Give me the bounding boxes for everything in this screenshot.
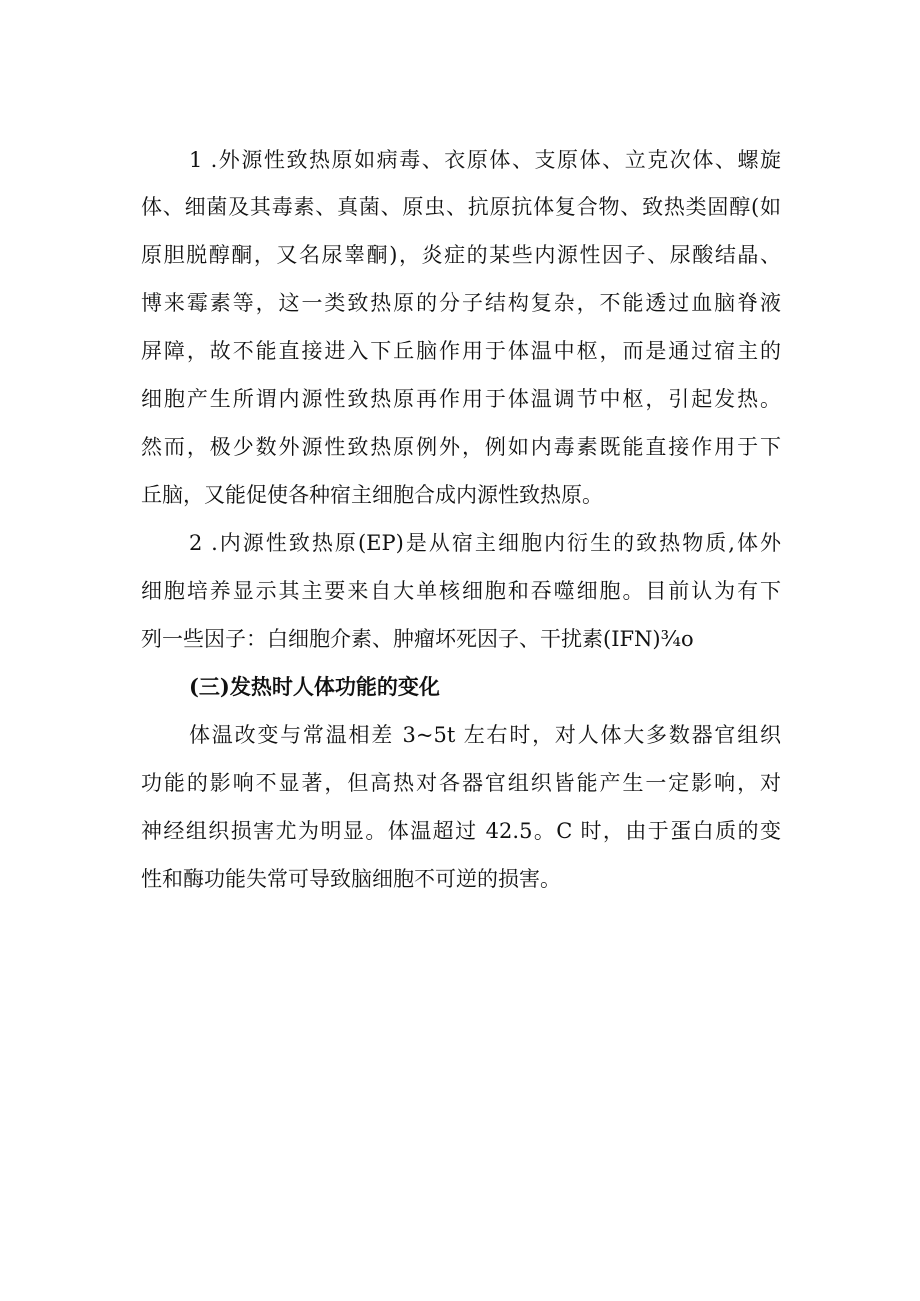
paragraph-3-line-1: 体温改变与常温相差 3~5t 左右时，对人体大多数器官组织 [189, 723, 781, 747]
paragraph-1-line-2: 体、细菌及其毒素、真菌、原虫、抗原抗体复合物、致热类固醇(如 [141, 195, 781, 219]
section-heading: (三)发热时人体功能的变化 [189, 674, 440, 699]
paragraph-1-line-7: 然而，极少数外源性致热原例外，例如内毒素既能直接作用于下 [141, 435, 781, 459]
paragraph-1-line-5: 屏障，故不能直接进入下丘脑作用于体温中枢，而是通过宿主的 [141, 339, 781, 363]
paragraph-2-line-1: 2 .内源性致热原(EP)是从宿主细胞内衍生的致热物质,体外 [189, 531, 781, 555]
paragraph-1-line-1: 1 .外源性致热原如病毒、衣原体、支原体、立克次体、螺旋 [189, 148, 781, 172]
paragraph-3-line-4: 性和酶功能失常可导致脑细胞不可逆的损害。 [141, 867, 561, 891]
paragraph-2-line-2: 细胞培养显示其主要来自大单核细胞和吞噬细胞。目前认为有下 [141, 579, 781, 603]
paragraph-1-line-6: 细胞产生所谓内源性致热原再作用于体温调节中枢，引起发热。 [141, 387, 781, 411]
paragraph-1-line-4: 博来霉素等，这一类致热原的分子结构复杂，不能透过血脑脊液 [141, 291, 781, 315]
paragraph-2-line-3: 列一些因子：白细胞介素、肿瘤坏死因子、干扰素(IFN)¾o [141, 627, 694, 651]
paragraph-1-line-3: 原胆脱醇酮，又名尿睾酮)，炎症的某些内源性因子、尿酸结晶、 [141, 243, 781, 267]
paragraph-3-line-2: 功能的影响不显著，但高热对各器官组织皆能产生一定影响，对 [141, 771, 781, 795]
paragraph-1-line-8: 丘脑，又能促使各种宿主细胞合成内源性致热原。 [141, 483, 603, 507]
paragraph-3-line-3: 神经组织损害尤为明显。体温超过 42.5。C 时，由于蛋白质的变 [141, 819, 781, 843]
